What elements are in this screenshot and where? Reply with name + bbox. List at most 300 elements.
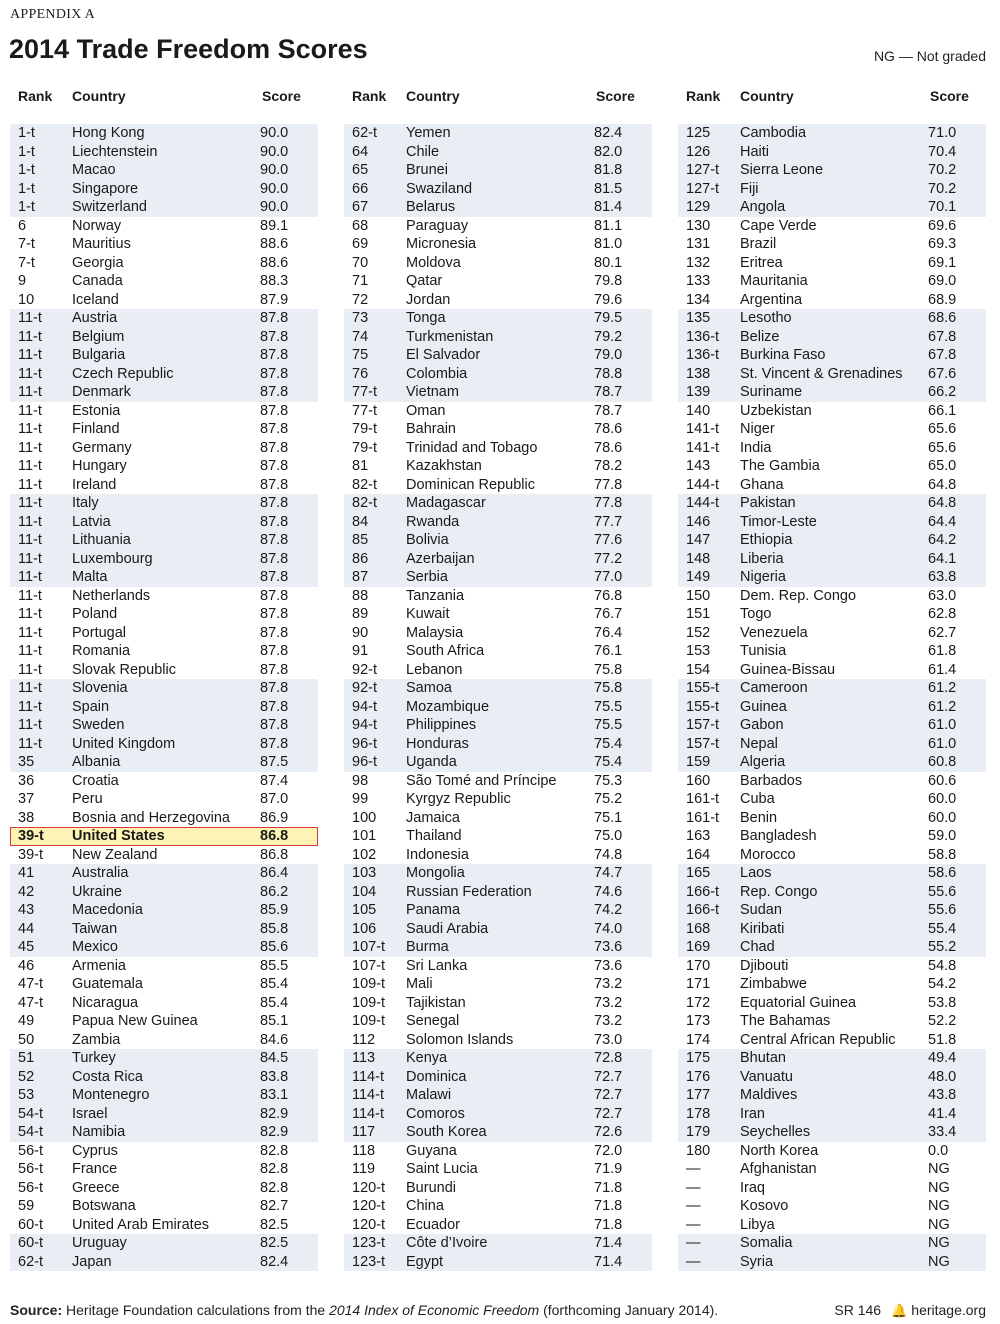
rows: [10, 124, 318, 1271]
table-row: [10, 661, 318, 680]
country-cell: Slovenia: [72, 680, 128, 696]
country-cell: Uzbekistan: [740, 402, 812, 419]
score-cell: 87.8: [260, 495, 289, 511]
score-cell: NG: [928, 1198, 950, 1214]
rank-cell: 141-t: [686, 439, 720, 456]
score-cell: 74.0: [594, 920, 623, 937]
rank-cell: 138: [686, 365, 711, 382]
score-cell: 70.2: [928, 162, 957, 178]
score-cell: 70.1: [928, 199, 957, 215]
rank-cell: 94-t: [352, 698, 377, 715]
table-row: [344, 920, 652, 939]
rank-cell: 114-t: [352, 1068, 384, 1085]
country-cell: Peru: [72, 791, 103, 807]
rank-cell: 157-t: [686, 735, 720, 752]
country-cell: Chile: [406, 143, 440, 160]
table-row: [678, 291, 986, 310]
rank-cell: 172: [686, 994, 711, 1011]
score-cell: 75.3: [594, 772, 623, 789]
score-cell: 87.8: [260, 606, 289, 622]
table-row: [10, 365, 318, 384]
score-cell: 65.6: [928, 439, 957, 456]
rank-cell: 176: [686, 1068, 711, 1085]
score-column-3: [678, 88, 986, 1270]
table-row: [10, 901, 318, 920]
score-cell: 75.2: [594, 791, 623, 807]
rank-cell: 179: [686, 1124, 711, 1140]
score-cell: 82.9: [260, 1124, 289, 1140]
country-cell: Cuba: [740, 791, 775, 807]
score-cell: 81.5: [594, 180, 623, 197]
rank-cell: 147: [686, 532, 711, 548]
country-cell: Bosnia and Herzegovina: [72, 809, 230, 826]
site-link[interactable]: heritage.org: [911, 1302, 986, 1318]
score-cell: 73.6: [594, 957, 623, 974]
rank-cell: 56-t: [18, 1161, 43, 1177]
country-cell: Turkmenistan: [406, 328, 494, 345]
rank-cell: 180: [686, 1142, 711, 1159]
country-cell: Albania: [72, 754, 121, 770]
country-cell: Indonesia: [406, 846, 469, 863]
rank-cell: 67: [352, 199, 369, 215]
country-cell: Hungary: [72, 458, 127, 474]
score-cell: 85.1: [260, 1013, 289, 1029]
country-cell: Israel: [72, 1105, 108, 1122]
rank-cell: 120-t: [352, 1216, 386, 1233]
score-cell: 52.2: [928, 1013, 957, 1029]
score-cell: 89.1: [260, 217, 289, 234]
rank-cell: 140: [686, 402, 711, 419]
score-cell: 70.4: [928, 143, 957, 160]
table-row: [344, 1160, 652, 1179]
score-cell: 62.7: [928, 624, 957, 641]
ng-legend: NG — Not graded: [873, 48, 986, 64]
country-cell: Solomon Islands: [406, 1031, 514, 1048]
score-cell: 87.8: [260, 698, 289, 715]
rank-cell: 107-t: [352, 939, 386, 955]
table-row: [678, 1123, 986, 1142]
country-cell: Belgium: [72, 328, 125, 345]
rank-cell: 114-t: [352, 1105, 384, 1122]
rank-cell: 51: [18, 1050, 35, 1066]
score-cell: 61.2: [928, 680, 957, 696]
country-cell: Poland: [72, 606, 118, 622]
table-row: [678, 1234, 986, 1253]
source-title: 2014 Index of Economic Freedom: [329, 1302, 540, 1318]
score-cell: 75.0: [594, 828, 623, 844]
report-id: SR 146: [834, 1302, 882, 1318]
table-row: [10, 420, 318, 439]
country-cell: Nicaragua: [72, 994, 139, 1011]
table-row: [10, 180, 318, 199]
table-row: [344, 124, 652, 143]
table-row: [678, 365, 986, 384]
country-cell: Senegal: [406, 1013, 460, 1029]
country-cell: Afghanistan: [740, 1161, 817, 1177]
country-cell: Malaysia: [406, 624, 464, 641]
table-row: [678, 198, 986, 217]
score-cell: 71.9: [594, 1161, 623, 1177]
table-row: [678, 735, 986, 754]
table-row: [678, 1142, 986, 1161]
table-row: [10, 1142, 318, 1161]
table-row: [10, 346, 318, 365]
country-cell: Czech Republic: [72, 365, 174, 382]
score-cell: 71.8: [594, 1179, 623, 1196]
score-cell: 75.8: [594, 680, 623, 696]
rank-cell: 45: [18, 939, 35, 955]
table-row: [10, 1049, 318, 1068]
score-cell: 85.9: [260, 902, 289, 918]
score-column-2: [344, 88, 652, 1270]
country-cell: Cyprus: [72, 1142, 118, 1159]
table-row: [678, 605, 986, 624]
rank-cell: 47-t: [18, 976, 43, 992]
country-cell: Mauritius: [72, 236, 131, 252]
score-cell: 54.2: [928, 976, 957, 992]
country-cell: Germany: [72, 439, 132, 456]
score-cell: 81.1: [594, 217, 623, 234]
score-cell: 69.0: [928, 273, 957, 289]
score-cell: 87.8: [260, 532, 289, 548]
table-row: [10, 1197, 318, 1216]
table-row: [344, 550, 652, 569]
rank-cell: 104: [352, 883, 377, 900]
bell-icon: 🔔: [891, 1303, 908, 1318]
score-header: Score: [930, 88, 969, 104]
rank-cell: —: [686, 1216, 701, 1233]
score-cell: 43.8: [928, 1087, 957, 1103]
country-cell: Pakistan: [740, 495, 796, 511]
rank-cell: 36: [18, 772, 35, 789]
country-cell: Burkina Faso: [740, 347, 826, 363]
rank-cell: 50: [18, 1031, 35, 1048]
score-cell: 86.4: [260, 865, 289, 881]
rank-cell: 136-t: [686, 328, 720, 345]
rank-cell: 62-t: [18, 1253, 43, 1270]
score-cell: NG: [928, 1161, 950, 1177]
table-row: [344, 901, 652, 920]
table-row: [10, 1012, 318, 1031]
score-cell: NG: [928, 1216, 950, 1233]
rank-cell: 131: [686, 236, 711, 252]
score-cell: 67.8: [928, 328, 957, 345]
table-row: [678, 1031, 986, 1050]
score-cell: 76.1: [594, 643, 623, 659]
country-cell: Zimbabwe: [740, 976, 807, 992]
country-cell: Australia: [72, 865, 129, 881]
source-label: Source:: [10, 1302, 63, 1318]
rank-cell: 89: [352, 606, 369, 622]
rank-cell: 98: [352, 772, 369, 789]
score-cell: 72.7: [594, 1087, 623, 1103]
table-row: [10, 938, 318, 957]
rank-cell: 90: [352, 624, 369, 641]
rank-cell: 92-t: [352, 680, 377, 696]
rank-cell: 166-t: [686, 883, 720, 900]
country-cell: Singapore: [72, 180, 139, 197]
country-cell: United Arab Emirates: [72, 1216, 210, 1233]
table-row: [678, 476, 986, 495]
country-cell: Canada: [72, 273, 123, 289]
rank-cell: 37: [18, 791, 35, 807]
score-cell: 33.4: [928, 1124, 957, 1140]
country-header: Country: [740, 88, 794, 104]
table-row: [10, 975, 318, 994]
table-row: [678, 698, 986, 717]
rank-header: Rank: [352, 88, 387, 104]
table-row: [678, 716, 986, 735]
table-row: [678, 975, 986, 994]
country-cell: Equatorial Guinea: [740, 994, 857, 1011]
table-row: [678, 846, 986, 865]
score-cell: 62.8: [928, 606, 957, 622]
rank-cell: 96-t: [352, 735, 377, 752]
country-cell: Rwanda: [406, 513, 460, 530]
rank-cell: 1-t: [18, 162, 35, 178]
score-cell: 55.6: [928, 902, 957, 918]
country-cell: St. Vincent & Grenadines: [740, 365, 903, 382]
table-row: [10, 272, 318, 291]
score-cell: 73.2: [594, 976, 623, 992]
score-cell: 87.0: [260, 791, 289, 807]
score-cell: 87.8: [260, 513, 289, 530]
table-row: [344, 587, 652, 606]
source-text-1: Heritage Foundation calculations from the: [62, 1302, 330, 1318]
country-cell: Vietnam: [406, 384, 459, 400]
table-row: [344, 235, 652, 254]
table-row: [678, 679, 986, 698]
rank-cell: 96-t: [352, 754, 377, 770]
score-cell: 77.8: [594, 476, 623, 493]
country-cell: Tonga: [406, 310, 446, 326]
score-cell: 88.3: [260, 273, 289, 289]
score-cell: 87.8: [260, 643, 289, 659]
score-cell: 86.8: [260, 846, 289, 863]
table-row: [10, 124, 318, 143]
score-cell: 61.8: [928, 643, 957, 659]
rank-cell: 39-t: [18, 846, 43, 863]
rank-cell: 84: [352, 513, 369, 530]
rank-cell: 11-t: [18, 439, 42, 456]
country-cell: Kyrgyz Republic: [406, 791, 511, 807]
score-cell: 58.6: [928, 865, 957, 881]
table-row: [10, 1234, 318, 1253]
country-cell: Colombia: [406, 365, 468, 382]
rank-cell: 130: [686, 217, 711, 234]
rank-cell: 136-t: [686, 347, 720, 363]
table-row: [10, 605, 318, 624]
score-cell: 74.2: [594, 902, 623, 918]
rank-cell: 11-t: [18, 347, 42, 363]
country-cell: Brunei: [406, 162, 448, 178]
rank-cell: 109-t: [352, 976, 386, 992]
table-row: [344, 1234, 652, 1253]
country-cell: Nepal: [740, 735, 778, 752]
table-row: [678, 1197, 986, 1216]
score-cell: 82.0: [594, 143, 623, 160]
country-cell: Lesotho: [740, 310, 792, 326]
score-cell: 80.1: [594, 254, 623, 271]
score-column-1: [10, 88, 318, 1270]
rank-cell: 11-t: [18, 328, 42, 345]
table-row: [344, 994, 652, 1013]
rank-cell: 74: [352, 328, 369, 345]
rank-cell: 59: [18, 1198, 35, 1214]
rank-cell: 11-t: [18, 476, 42, 493]
rank-cell: 123-t: [352, 1253, 386, 1270]
country-cell: Yemen: [406, 125, 451, 141]
score-cell: 67.6: [928, 365, 957, 382]
score-cell: 68.6: [928, 310, 957, 326]
country-cell: Madagascar: [406, 495, 486, 511]
rank-cell: 161-t: [686, 791, 720, 807]
table-row: [344, 846, 652, 865]
country-cell: Slovak Republic: [72, 661, 176, 678]
score-cell: 75.1: [594, 809, 623, 826]
score-cell: 85.5: [260, 957, 289, 974]
rank-cell: 119: [352, 1161, 376, 1177]
country-cell: Guinea-Bissau: [740, 661, 836, 678]
table-row: [344, 809, 652, 828]
country-cell: Portugal: [72, 624, 127, 641]
table-row: [678, 864, 986, 883]
table-row: [10, 698, 318, 717]
country-cell: France: [72, 1161, 118, 1177]
score-cell: 90.0: [260, 199, 289, 215]
country-cell: Cambodia: [740, 125, 807, 141]
score-cell: 60.0: [928, 809, 957, 826]
table-row: [10, 254, 318, 273]
table-row: [344, 679, 652, 698]
country-cell: Luxembourg: [72, 550, 153, 567]
table-row: [344, 365, 652, 384]
table-row: [678, 753, 986, 772]
country-cell: Saint Lucia: [406, 1161, 478, 1177]
rank-cell: 11-t: [18, 402, 42, 419]
country-cell: Central African Republic: [740, 1031, 896, 1048]
country-cell: Tanzania: [406, 587, 465, 604]
score-cell: 41.4: [928, 1105, 957, 1122]
country-cell: Rep. Congo: [740, 883, 818, 900]
table-row: [678, 124, 986, 143]
country-cell: Philippines: [406, 717, 477, 733]
score-cell: 84.6: [260, 1031, 289, 1048]
rank-cell: 11-t: [18, 661, 42, 678]
score-cell: 87.4: [260, 772, 289, 789]
score-cell: 82.5: [260, 1235, 289, 1251]
table-row: [10, 716, 318, 735]
score-cell: 78.7: [594, 384, 623, 400]
table-row: [678, 957, 986, 976]
score-cell: 85.4: [260, 976, 289, 992]
column-header: [678, 88, 986, 108]
rank-cell: 11-t: [18, 421, 42, 437]
country-cell: Honduras: [406, 735, 469, 752]
country-cell: Vanuatu: [740, 1068, 793, 1085]
rank-cell: 41: [18, 865, 35, 881]
table-row: [678, 827, 986, 846]
country-cell: Argentina: [740, 291, 803, 308]
table-row: [10, 1086, 318, 1105]
score-cell: 74.6: [594, 883, 623, 900]
country-cell: Botswana: [72, 1198, 136, 1214]
country-cell: Oman: [406, 402, 446, 419]
rank-cell: 134: [686, 291, 711, 308]
table-row: [678, 272, 986, 291]
rank-cell: 1-t: [18, 125, 35, 141]
table-row: [678, 901, 986, 920]
score-cell: 78.7: [594, 402, 623, 419]
table-row: [10, 291, 318, 310]
rank-cell: 126: [686, 143, 711, 160]
score-cell: 64.8: [928, 495, 957, 511]
country-cell: Malawi: [406, 1087, 452, 1103]
table-row: [10, 1105, 318, 1124]
table-row: [10, 550, 318, 569]
country-header: Country: [72, 88, 126, 104]
country-cell: Sudan: [740, 902, 782, 918]
score-cell: 75.4: [594, 754, 623, 770]
score-cell: 60.0: [928, 791, 957, 807]
table-row: [678, 642, 986, 661]
score-cell: 76.4: [594, 624, 623, 641]
rank-cell: 154: [686, 661, 711, 678]
table-row: [10, 494, 318, 513]
country-cell: Jordan: [406, 291, 451, 308]
country-cell: The Gambia: [740, 458, 820, 474]
rank-cell: 49: [18, 1013, 35, 1029]
table-row: [10, 624, 318, 643]
table-row: [678, 624, 986, 643]
score-cell: 87.8: [260, 365, 289, 382]
table-row: [10, 1031, 318, 1050]
score-cell: 87.8: [260, 421, 289, 437]
table-row: [10, 864, 318, 883]
country-cell: Trinidad and Tobago: [406, 439, 538, 456]
rank-cell: 165: [686, 865, 711, 881]
table-row: [344, 661, 652, 680]
country-cell: Netherlands: [72, 587, 151, 604]
rank-cell: 117: [352, 1124, 376, 1140]
table-row: [10, 809, 318, 828]
rank-cell: 171: [686, 976, 711, 992]
rank-cell: 109-t: [352, 994, 386, 1011]
table-row: [10, 309, 318, 328]
score-cell: 90.0: [260, 125, 289, 141]
score-cell: 88.6: [260, 236, 289, 252]
country-cell: Norway: [72, 217, 122, 234]
country-cell: Guyana: [406, 1142, 457, 1159]
country-cell: Ukraine: [72, 883, 122, 900]
score-cell: 81.0: [594, 236, 623, 252]
score-cell: 79.6: [594, 291, 623, 308]
table-row: [678, 938, 986, 957]
score-cell: 74.8: [594, 846, 623, 863]
table-row: [678, 143, 986, 162]
rank-cell: 141-t: [686, 421, 720, 437]
table-row: [344, 513, 652, 532]
rank-cell: 65: [352, 162, 369, 178]
country-cell: Macao: [72, 162, 116, 178]
table-row: [678, 494, 986, 513]
country-cell: Samoa: [406, 680, 452, 696]
table-row: [10, 217, 318, 236]
table-row: [10, 568, 318, 587]
score-cell: 73.2: [594, 994, 623, 1011]
country-cell: Mozambique: [406, 698, 490, 715]
table-row: [678, 883, 986, 902]
